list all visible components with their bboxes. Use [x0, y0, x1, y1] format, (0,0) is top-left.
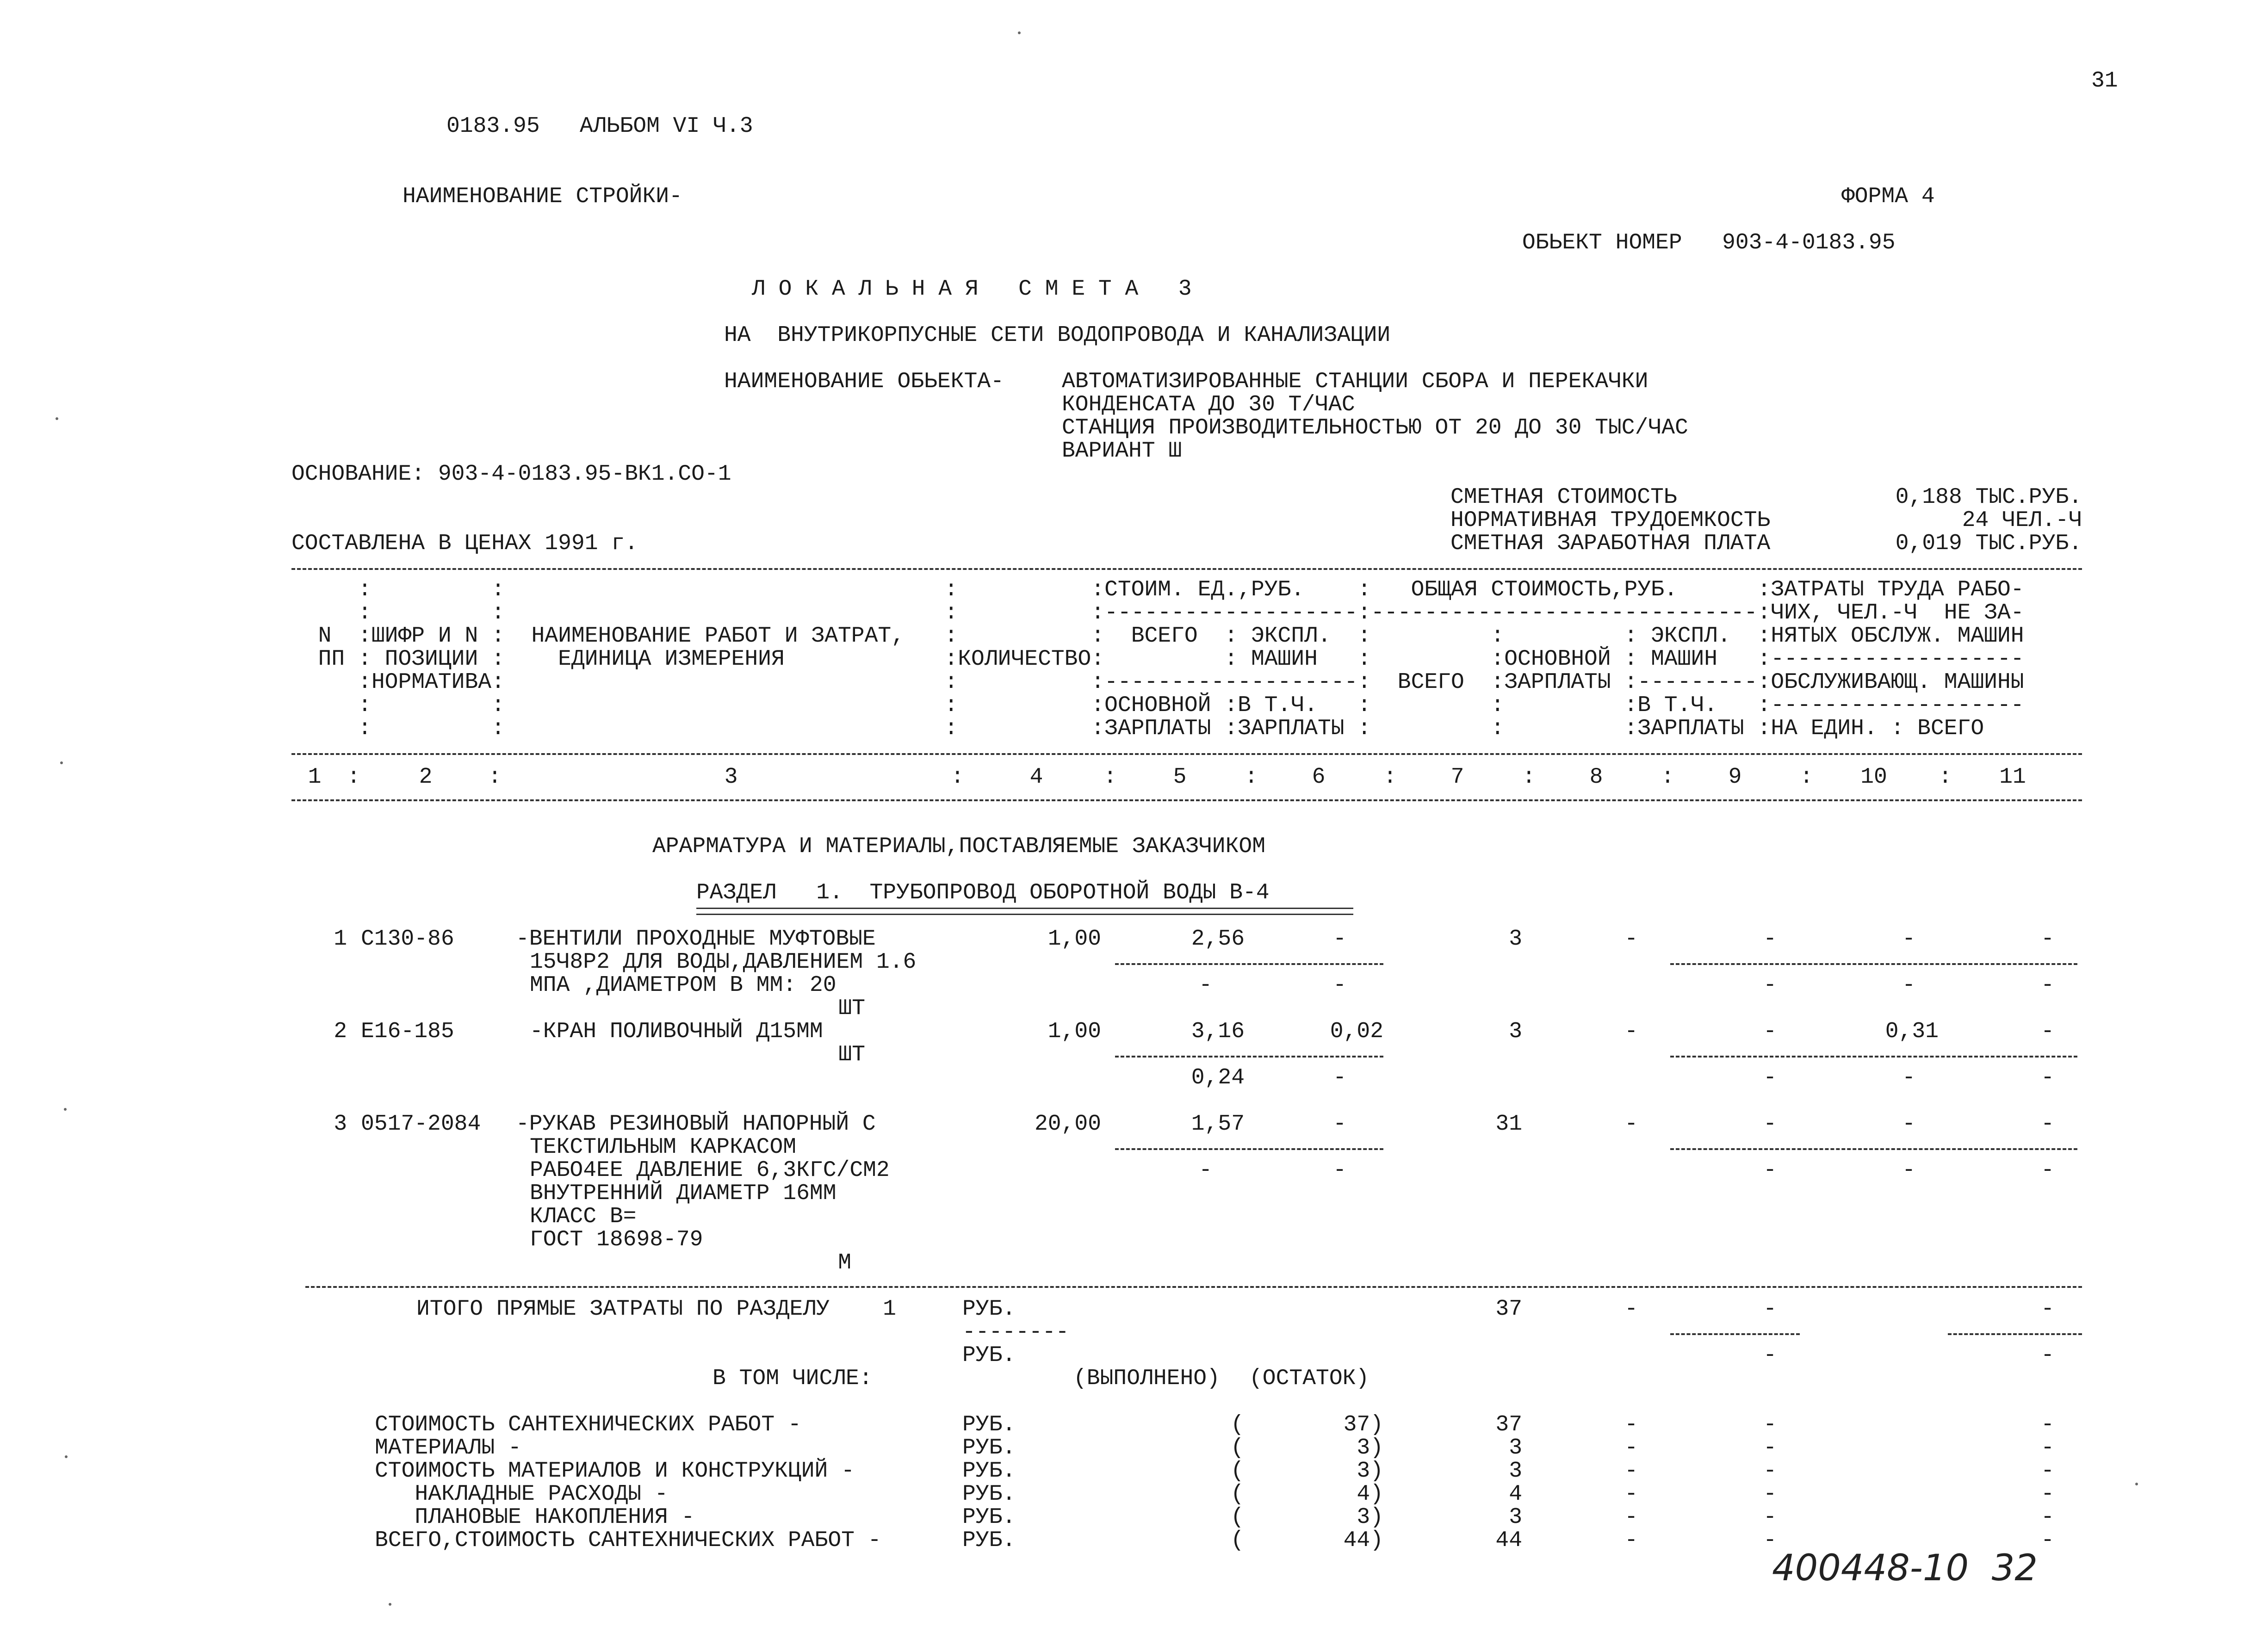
object-number: ОБЬЕКТ НОМЕР 903-4-0183.95: [1522, 230, 1896, 255]
cell-unit-machine-salary: -: [1333, 1158, 1346, 1183]
cell-machines: -: [1763, 1112, 1777, 1137]
sub-divider: [1948, 1333, 2082, 1335]
breakdown-machines: -: [1763, 1435, 1777, 1460]
table-header-line: :НОРМАТИВА: : :-------------------: ВСЕГО :ЗАРПЛАТЫ :---------:ОБСЛУЖИВАЮЩ. МАШИНЫ: [291, 670, 2024, 695]
cell-salary: -: [1624, 1112, 1638, 1137]
cell-unit-machines: -: [1333, 927, 1346, 952]
summary-value: 0,019 ТЫС.РУБ.: [1895, 531, 2082, 556]
breakdown-done: 4): [1357, 1482, 1383, 1507]
object-label: НАИМЕНОВАНИЕ ОБЬЕКТА-: [724, 369, 1004, 394]
cell-service-total: -: [2041, 973, 2054, 998]
column-number: 1: [308, 765, 322, 790]
total-label: ИТОГО ПРЯМЫЕ ЗАТРАТЫ ПО РАЗДЕЛУ 1: [416, 1297, 896, 1322]
summary-label: СМЕТНАЯ ЗАРАБОТНАЯ ПЛАТА: [1450, 531, 1771, 556]
sub-divider: [1670, 963, 2077, 965]
sub-divider: [1670, 1333, 1800, 1335]
total-service: -: [2041, 1343, 2054, 1368]
row-number: 3: [334, 1112, 347, 1137]
cell-labor-total: -: [2041, 927, 2054, 952]
rest-header: (ОСТАТОК): [1249, 1366, 1369, 1391]
scan-speck: [1018, 31, 1021, 34]
breakdown-paren: (: [1231, 1435, 1244, 1460]
summary-value: 0,188 ТЫС.РУБ.: [1895, 485, 2082, 510]
scan-speck: [65, 1455, 68, 1458]
column-number: 3: [724, 765, 738, 790]
column-separator: :: [1245, 765, 1258, 790]
breakdown-salary: -: [1624, 1459, 1638, 1484]
row-unit: ШТ: [838, 1042, 865, 1067]
breakdown-unit: РУБ.: [962, 1528, 1016, 1553]
object-line: ВАРИАНТ Ш: [1062, 439, 1182, 464]
breakdown-label: ВСЕГО,СТОИМОСТЬ САНТЕХНИЧЕСКИХ РАБОТ -: [375, 1528, 881, 1553]
scan-speck: [2135, 1483, 2138, 1485]
cell-service-unit: -: [1902, 973, 1915, 998]
cell-total: 3: [1509, 927, 1522, 952]
column-separator: :: [1522, 765, 1536, 790]
divider: [305, 1286, 2082, 1288]
cell-unit-salary: 0,24: [1191, 1065, 1245, 1090]
page-title: Л О К А Л Ь Н А Я С М Е Т А 3: [752, 277, 1192, 302]
column-number: 9: [1728, 765, 1742, 790]
column-number: 10: [1860, 765, 1887, 790]
object-line: АВТОМАТИЗИРОВАННЫЕ СТАНЦИИ СБОРА И ПЕРЕКАЧКИ: [1062, 369, 1648, 394]
including-label: В ТОМ ЧИСЛЕ:: [713, 1366, 873, 1391]
breakdown-labor: -: [2041, 1412, 2054, 1437]
column-separator: :: [488, 765, 502, 790]
row-description: ГОСТ 18698-79: [530, 1227, 703, 1252]
breakdown-unit: РУБ.: [962, 1505, 1016, 1530]
object-line: КОНДЕНСАТА ДО 30 Т/ЧАС: [1062, 392, 1355, 417]
total-unit-dash: --------: [962, 1320, 1069, 1345]
cell-salary: -: [1624, 927, 1638, 952]
total-machine-salary: -: [1763, 1343, 1777, 1368]
total-labor: -: [2041, 1297, 2054, 1322]
table-header-line: ПП : ПОЗИЦИИ : ЕДИНИЦА ИЗМЕРЕНИЯ :КОЛИЧЕСТВО: : МАШИН : :ОСНОВНОЙ : МАШИН :-------------------: [291, 647, 2024, 672]
section-group-title: АРАРМАТУРА И МАТЕРИАЛЫ,ПОСТАВЛЯЕМЫЕ ЗАКАЗЧИКОМ: [652, 834, 1266, 859]
table-header-line: : : : :ЗАРПЛАТЫ :ЗАРПЛАТЫ : : :ЗАРПЛАТЫ :НА ЕДИН. : ВСЕГО: [291, 716, 1984, 741]
total-unit: РУБ.: [962, 1297, 1016, 1322]
row-description: ВНУТРЕННИЙ ДИАМЕТР 16ММ: [530, 1181, 837, 1206]
object-line: СТАНЦИЯ ПРОИЗВОДИТЕЛЬНОСТЬЮ ОТ 20 ДО 30 ТЫС/ЧАС: [1062, 415, 1688, 440]
scan-speck: [64, 1108, 67, 1111]
column-number: 11: [1999, 765, 2026, 790]
section-title: РАЗДЕЛ 1. ТРУБОПРОВОД ОБОРОТНОЙ ВОДЫ В-4: [696, 880, 1270, 905]
row-description: 15Ч8Р2 ДЛЯ ВОДЫ,ДАВЛЕНИЕМ 1.6: [530, 950, 917, 975]
breakdown-paren: (: [1231, 1482, 1244, 1507]
column-number: 5: [1173, 765, 1187, 790]
row-description: МПА ,ДИАМЕТРОМ В ММ: 20: [530, 973, 837, 998]
summary-label: НОРМАТИВНАЯ ТРУДОЕМКОСТЬ: [1450, 508, 1771, 533]
form-label: ФОРМА 4: [1841, 184, 1935, 209]
total-machines: -: [1763, 1297, 1777, 1322]
row-unit: М: [838, 1250, 851, 1275]
sub-divider: [1115, 1056, 1383, 1058]
row-quantity: 1,00: [1047, 927, 1101, 952]
breakdown-unit: РУБ.: [962, 1435, 1016, 1460]
breakdown-paren: (: [1231, 1528, 1244, 1553]
column-separator: :: [1661, 765, 1674, 790]
breakdown-machines: -: [1763, 1505, 1777, 1530]
cell-unit-total: 1,57: [1191, 1112, 1245, 1137]
column-separator: :: [347, 765, 360, 790]
breakdown-salary: -: [1624, 1482, 1638, 1507]
cell-unit-salary: -: [1199, 973, 1212, 998]
cell-labor-unit: -: [1902, 1112, 1915, 1137]
cell-unit-machines: -: [1333, 1112, 1346, 1137]
row-quantity: 1,00: [1047, 1019, 1101, 1044]
cell-machines: -: [1763, 1019, 1777, 1044]
column-separator: :: [951, 765, 964, 790]
done-header: (ВЫПОЛНЕНО): [1073, 1366, 1220, 1391]
breakdown-labor: -: [2041, 1435, 2054, 1460]
column-number: 7: [1450, 765, 1464, 790]
cell-unit-machine-salary: -: [1333, 973, 1346, 998]
breakdown-value: 4: [1509, 1482, 1522, 1507]
row-description: -ВЕНТИЛИ ПРОХОДНЫЕ МУФТОВЫЕ: [516, 927, 876, 952]
cell-salary: -: [1624, 1019, 1638, 1044]
cell-labor-unit: 0,31: [1885, 1019, 1939, 1044]
breakdown-unit: РУБ.: [962, 1412, 1016, 1437]
breakdown-done: 3): [1357, 1459, 1383, 1484]
sub-divider: [1670, 1056, 2077, 1058]
column-separator: :: [1939, 765, 1952, 790]
total-unit: РУБ.: [962, 1343, 1016, 1368]
breakdown-machines: -: [1763, 1459, 1777, 1484]
cell-service-total: -: [2041, 1065, 2054, 1090]
breakdown-label: СТОИМОСТЬ САНТЕХНИЧЕСКИХ РАБОТ -: [375, 1412, 801, 1437]
column-separator: :: [1103, 765, 1117, 790]
breakdown-value: 44: [1495, 1528, 1522, 1553]
breakdown-labor: -: [2041, 1482, 2054, 1507]
row-unit: ШТ: [838, 996, 865, 1021]
row-code: 0517-2084: [361, 1112, 481, 1137]
basis-label: ОСНОВАНИЕ: 903-4-0183.95-ВК1.СО-1: [291, 462, 731, 487]
table-header-line: : : : :-------------------:-----------------------------:ЧИХ, ЧЕЛ.-Ч НЕ ЗА-: [291, 600, 2024, 625]
breakdown-machines: -: [1763, 1412, 1777, 1437]
table-header-line: : : : :ОСНОВНОЙ :В Т.Ч. : : :В Т.Ч. :-------------------: [291, 693, 2024, 718]
summary-value: 24 ЧЕЛ.-Ч: [1962, 508, 2082, 533]
divider: [291, 799, 2082, 801]
breakdown-labor: -: [2041, 1528, 2054, 1553]
breakdown-value: 3: [1509, 1459, 1522, 1484]
breakdown-label: НАКЛАДНЫЕ РАСХОДЫ -: [375, 1482, 668, 1507]
column-number: 2: [419, 765, 433, 790]
section-underline: [696, 908, 1353, 915]
cell-unit-salary: -: [1199, 1158, 1212, 1183]
total-salary: -: [1624, 1297, 1638, 1322]
column-separator: :: [1800, 765, 1813, 790]
breakdown-done: 3): [1357, 1435, 1383, 1460]
cell-unit-total: 2,56: [1191, 927, 1245, 952]
cell-labor-total: -: [2041, 1112, 2054, 1137]
row-description: РАБО4ЕЕ ДАВЛЕНИЕ 6,3КГС/СМ2: [530, 1158, 890, 1183]
row-code: С130-86: [361, 927, 454, 952]
breakdown-machines: -: [1763, 1482, 1777, 1507]
scan-speck: [56, 417, 58, 420]
breakdown-value: 3: [1509, 1505, 1522, 1530]
column-separator: :: [1383, 765, 1397, 790]
cell-service-unit: -: [1902, 1065, 1915, 1090]
cell-unit-machines: 0,02: [1330, 1019, 1383, 1044]
breakdown-paren: (: [1231, 1459, 1244, 1484]
breakdown-label: МАТЕРИАЛЫ -: [375, 1435, 521, 1460]
prices-year: СОСТАВЛЕНА В ЦЕНАХ 1991 г.: [291, 531, 638, 556]
cell-machine-salary: -: [1763, 1158, 1777, 1183]
breakdown-unit: РУБ.: [962, 1482, 1016, 1507]
breakdown-done: 3): [1357, 1505, 1383, 1530]
breakdown-salary: -: [1624, 1412, 1638, 1437]
row-description: -РУКАВ РЕЗИНОВЫЙ НАПОРНЫЙ С: [516, 1112, 876, 1137]
row-quantity: 20,00: [1034, 1112, 1101, 1137]
estimate-subtitle: НА ВНУТРИКОРПУСНЫЕ СЕТИ ВОДОПРОВОДА И КАНАЛИЗАЦИИ: [724, 323, 1391, 348]
row-description: ТЕКСТИЛЬНЫМ КАРКАСОМ: [530, 1135, 797, 1160]
breakdown-salary: -: [1624, 1505, 1638, 1530]
breakdown-paren: (: [1231, 1505, 1244, 1530]
breakdown-labor: -: [2041, 1505, 2054, 1530]
breakdown-value: 37: [1495, 1412, 1522, 1437]
breakdown-salary: -: [1624, 1435, 1638, 1460]
breakdown-value: 3: [1509, 1435, 1522, 1460]
breakdown-done: 37): [1343, 1412, 1383, 1437]
cell-total: 3: [1509, 1019, 1522, 1044]
construction-name: НАИМЕНОВАНИЕ СТРОЙКИ-: [403, 184, 682, 209]
cell-total: 31: [1495, 1112, 1522, 1137]
summary-label: СМЕТНАЯ СТОИМОСТЬ: [1450, 485, 1677, 510]
table-header-line: : : : :СТОИМ. ЕД.,РУБ. : ОБЩАЯ СТОИМОСТЬ,РУБ. :ЗАТРАТЫ ТРУДА РАБО-: [291, 577, 2024, 602]
sub-divider: [1115, 1148, 1383, 1150]
scan-speck: [389, 1603, 391, 1606]
breakdown-machines: -: [1763, 1528, 1777, 1553]
breakdown-label: СТОИМОСТЬ МАТЕРИАЛОВ И КОНСТРУКЦИЙ -: [375, 1459, 855, 1484]
breakdown-done: 44): [1343, 1528, 1383, 1553]
cell-service-unit: -: [1902, 1158, 1915, 1183]
row-description: КЛАСС В=: [530, 1204, 637, 1229]
sub-divider: [1115, 963, 1383, 965]
row-number: 1: [334, 927, 347, 952]
table-header-line: N :ШИФР И N : НАИМЕНОВАНИЕ РАБОТ И ЗАТРАТ, : : ВСЕГО : ЭКСПЛ. : : : ЭКСПЛ. :НЯТЫХ ОБСЛУЖ. МАШИН: [291, 624, 2024, 649]
cell-labor-total: -: [2041, 1019, 2054, 1044]
breakdown-labor: -: [2041, 1459, 2054, 1484]
handwritten-archive-number: 400448-10 32: [1772, 1547, 2038, 1589]
cell-machines: -: [1763, 927, 1777, 952]
cell-unit-total: 3,16: [1191, 1019, 1245, 1044]
column-number: 4: [1029, 765, 1043, 790]
cell-service-total: -: [2041, 1158, 2054, 1183]
album-label: 0183.95 АЛЬБОМ VI Ч.3: [446, 114, 753, 139]
scan-speck: [60, 761, 63, 764]
divider: [291, 753, 2082, 755]
breakdown-paren: (: [1231, 1412, 1244, 1437]
divider: [291, 568, 2082, 570]
row-number: 2: [334, 1019, 347, 1044]
cell-machine-salary: -: [1763, 1065, 1777, 1090]
cell-labor-unit: -: [1902, 927, 1915, 952]
total-value: 37: [1495, 1297, 1522, 1322]
row-code: Е16-185: [361, 1019, 454, 1044]
row-description: -КРАН ПОЛИВОЧНЫЙ Д15ММ: [530, 1019, 823, 1044]
breakdown-salary: -: [1624, 1528, 1638, 1553]
sub-divider: [1670, 1148, 2077, 1150]
breakdown-label: ПЛАНОВЫЕ НАКОПЛЕНИЯ -: [375, 1505, 695, 1530]
column-number: 8: [1589, 765, 1603, 790]
page-number: 31: [2091, 68, 2118, 93]
breakdown-unit: РУБ.: [962, 1459, 1016, 1484]
cell-machine-salary: -: [1763, 973, 1777, 998]
column-number: 6: [1312, 765, 1326, 790]
cell-unit-machine-salary: -: [1333, 1065, 1346, 1090]
